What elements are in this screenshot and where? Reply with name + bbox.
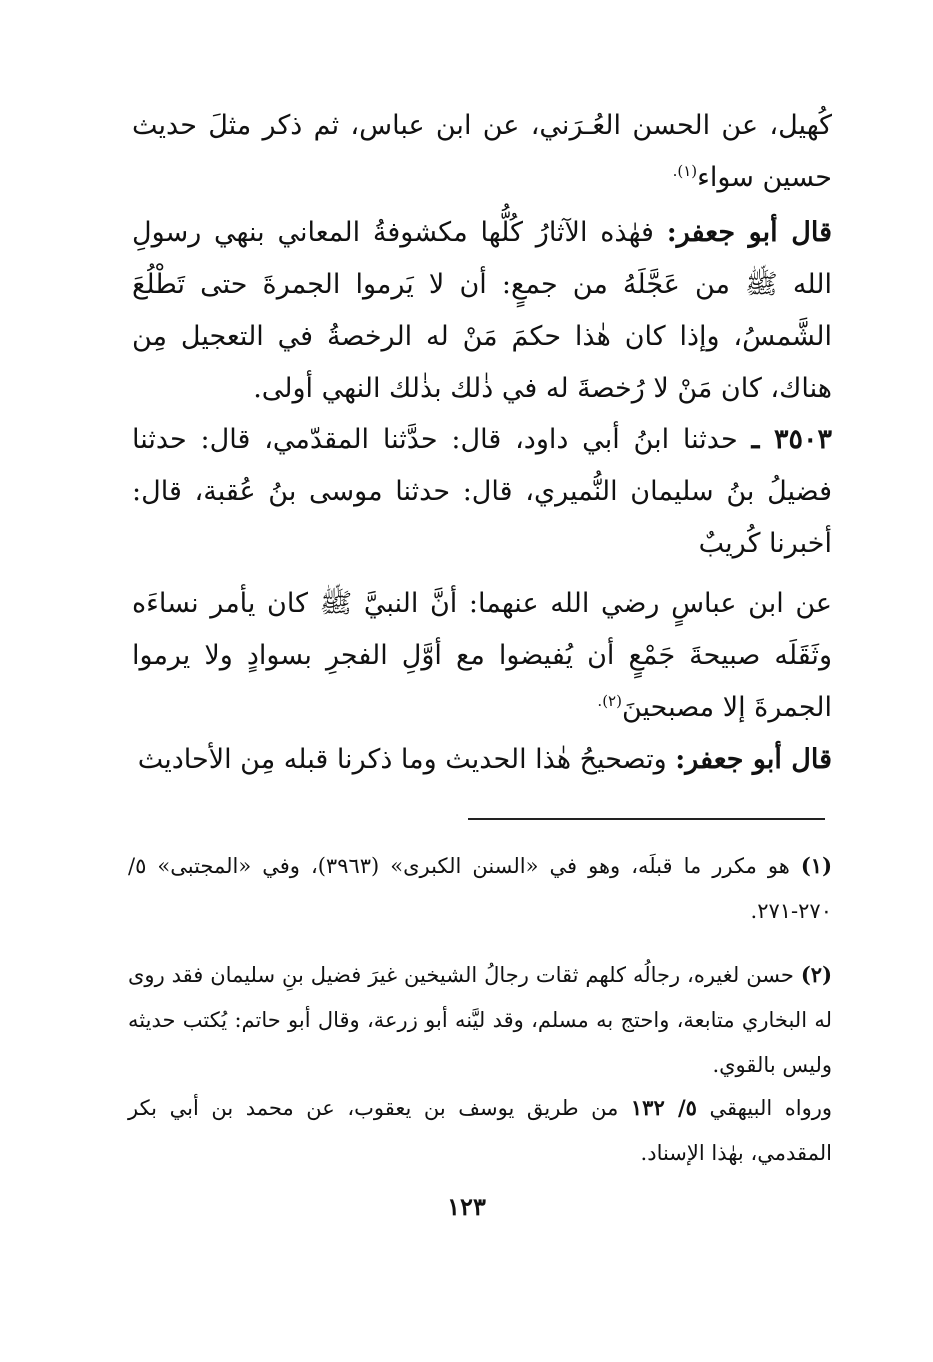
footnote-number: (٢) — [800, 962, 832, 987]
footnote-text: حسن لغيره، رجالُه كلهم ثقات رجالُ الشيخين غيرَ فضيل بنِ سليمان فقد روى له البخاري متابعة، واحتج به مسلم، وقد ليَّنه أبو زرعة، وقال أبو حاتم: يُكتب حديثه وليس بالقوي. — [128, 963, 832, 1077]
paragraph-text: كُهيل، عن الحسن العُـرَني، عن ابن عباس، ثم ذكر مثلَ حديث حسين سواء — [132, 110, 832, 193]
body-paragraph-5 — [132, 734, 832, 786]
body-paragraph-1 — [132, 100, 832, 204]
footnote-divider — [468, 818, 825, 820]
page-number: ١٢٣ — [447, 1192, 486, 1221]
hadith-number: ٣٥٠٣ ـ — [751, 424, 833, 455]
paragraph-text: فهٰذه الآثارُ كُلُّها مكشوفةُ المعاني بنهي رسولِ الله ﷺ من عَجَّلَهُ من جمعٍ: أن لا يَرموا الجمرةَ حتى تَطْلُعَ الشَّمسُ، وإذا كان هٰذا حكمَ مَنْ له الرخصةُ في التعجيل مِن هناك، كان مَنْ لا رُخصةَ له في ذٰلك بذٰلك النهي أولى. — [132, 217, 832, 404]
paragraph-text: وتصحيحُ هٰذا الحديث وما ذكرنا قبله مِن الأحاديث — [137, 744, 676, 775]
footnote-text: هو مكرر ما قبلَه، وهو في «السنن الكبرى» (٣٩٦٣)، وفي «المجتبى» ٥/ ٢٧٠-٢٧١. — [128, 854, 832, 923]
body-paragraph-3 — [132, 414, 832, 570]
footnote-ref-2: (٢). — [597, 692, 622, 710]
speaker-label: قال أبو جعفر: — [666, 217, 832, 248]
footnote-text: ورواه البيهقي — [696, 1096, 833, 1120]
isnad-text: حدثنا ابنُ أبي داود، قال: حدَّثنا المقدّمي، قال: حدثنا فضيلُ بنُ سليمان النُّميري، قال: حدثنا موسى بنُ عُقبة، قال: أخبرنا كُريبٌ — [132, 424, 832, 559]
footnote-ref-1: (١). — [672, 162, 698, 180]
matn-text: عن ابن عباسٍ رضي الله عنهما: أنَّ النبيَّ ﷺ كان يأمر نساءَه وثَقَلَه صبيحةَ جَمْعٍ أن يُفيضوا مع أوَّلِ الفجرِ بسوادٍ ولا يرموا الجمرةَ إلا مصبحينَ — [132, 588, 832, 723]
speaker-label: قال أبو جعفر: — [675, 744, 832, 775]
source-reference: ٥/ ١٣٢ — [630, 1095, 697, 1120]
footnote-number: (١) — [800, 853, 832, 878]
footnote-1 — [128, 843, 832, 934]
footnote-2 — [128, 952, 832, 1088]
body-paragraph-2 — [132, 207, 832, 415]
footnote-text: من طريق يوسف بن يعقوب، عن محمد بن أبي بكر المقدمي، بهٰذا الإسناد. — [128, 1096, 832, 1165]
body-paragraph-4 — [132, 578, 832, 734]
footnote-2-continued — [128, 1085, 832, 1176]
